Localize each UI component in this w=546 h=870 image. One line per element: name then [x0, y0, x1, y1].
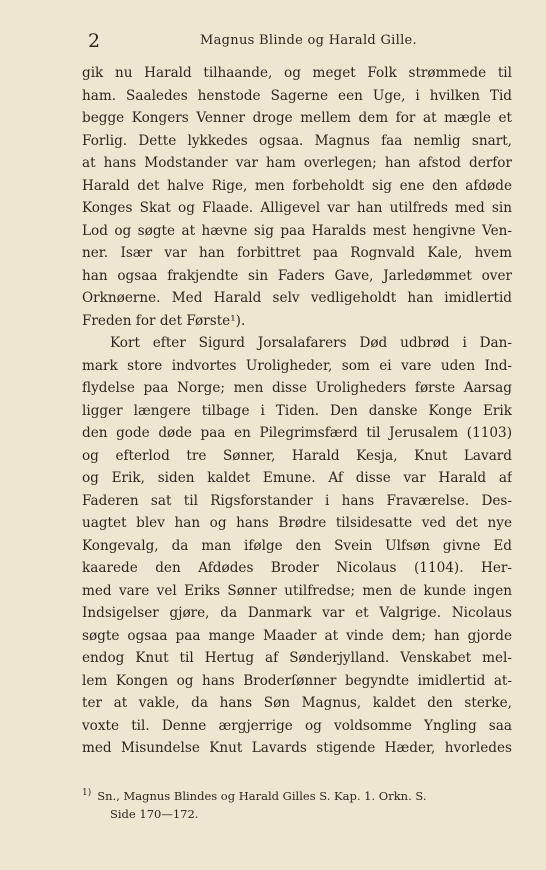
text-line: mark store indvortes Uroligheder, som ei vare uden Ind-: [82, 357, 512, 374]
text-line: Orknøerne. Med Harald selv vedligeholdt han imidlertid: [82, 290, 512, 306]
text-line: voxte til. Denne ærgjerrige og voldsomme Yngling saa: [82, 717, 512, 734]
text-line: Indsigelser gjøre, da Danmark var et Valgrige. Nicolaus: [82, 605, 512, 621]
text-line: lem Kongen og hans Broderſønner begyndte imidlertid at-: [82, 672, 512, 689]
text-line: Harald det halve Rige, men forbeholdt sig ene den afdøde: [82, 177, 512, 194]
text-line: uagtet blev han og hans Brødre tilsidesatte ved det nye: [82, 515, 512, 531]
text-line: Faderen sat til Rigsforstander i hans Fraværelse. Des-: [82, 492, 512, 509]
footnotes: [82, 784, 512, 823]
text-line: han ogsaa frakjendte sin Faders Gave, Jarledømmet over: [82, 267, 512, 284]
text-line: ham. Saaledes henstode Sagerne een Uge, i hvilken Tid: [82, 87, 512, 104]
text-line: kaarede den Afdødes Broder Nicolaus (1104). Her-: [82, 560, 512, 576]
text-line: Freden for det Første¹).: [82, 312, 246, 329]
body-text: [82, 62, 512, 760]
text-line: gik nu Harald tilhaande, og meget Folk strømmede til: [82, 65, 512, 81]
text-line: at hans Modstander var ham overlegen; han afstod derfor: [82, 155, 512, 171]
text-line: endog Knut til Hertug af Sønderjylland. Venskabet mel-: [82, 650, 512, 666]
text-line: ter at vakle, da hans Søn Magnus, kaldet den sterke,: [82, 695, 512, 711]
running-head: Magnus Blinde og Harald Gille.: [200, 33, 417, 48]
text-line: ligger længere tilbage i Tiden. Den danske Konge Erik: [82, 402, 512, 419]
page-number: 2: [88, 30, 101, 52]
text-line: Lod og søgte at hævne sig paa Haralds mest hengivne Ven-: [82, 222, 512, 239]
text-line: Konges Skat og Flaade. Alligevel var han utilfreds med sin: [82, 200, 512, 216]
text-line: den gode døde paa en Pilegrimsfærd til Jerusalem (1103): [82, 425, 512, 441]
footnote-marker: 1): [82, 788, 92, 798]
footnote-continuation: Side 170—172.: [110, 806, 199, 821]
text-line: begge Kongers Venner droge mellem dem for at mægle et: [82, 110, 512, 126]
text-line: flydelse paa Norge; men disse Urolighеders første Aarsag: [82, 380, 512, 396]
text-line: med vare vel Eriks Sønner utilfredse; men de kunde ingen: [82, 582, 512, 599]
text-line: Forlig. Dette lykkedes ogsaa. Magnus faa nemlig snart,: [82, 132, 512, 149]
text-line: og Erik, siden kaldet Emune. Af disse var Harald af: [82, 470, 512, 486]
text-line: og efterlod tre Sønner, Harald Kesja, Knut Lavard: [82, 447, 512, 464]
text-line: Kort efter Sigurd Jorsalafarers Død udbrød i Dan-: [110, 335, 512, 351]
text-line: søgte ogsaa paa mange Maader at vinde dem; han gjorde: [82, 627, 512, 644]
text-line: Kongevalg, da man ifølge den Svein Ulfsøn givne Ed: [82, 537, 512, 554]
page-header: [82, 30, 502, 52]
footnote-text: Sn., Magnus Blindes og Harald Gilles S. Kap. 1. Orkn. S.: [97, 788, 427, 803]
footnote: [82, 784, 512, 805]
text-line: ner. Især var han forbittret paa Rognvald Kale, hvem: [82, 245, 512, 261]
text-line: med Misundelse Knut Lavards stigende Hæder, hvorledes: [82, 740, 512, 756]
